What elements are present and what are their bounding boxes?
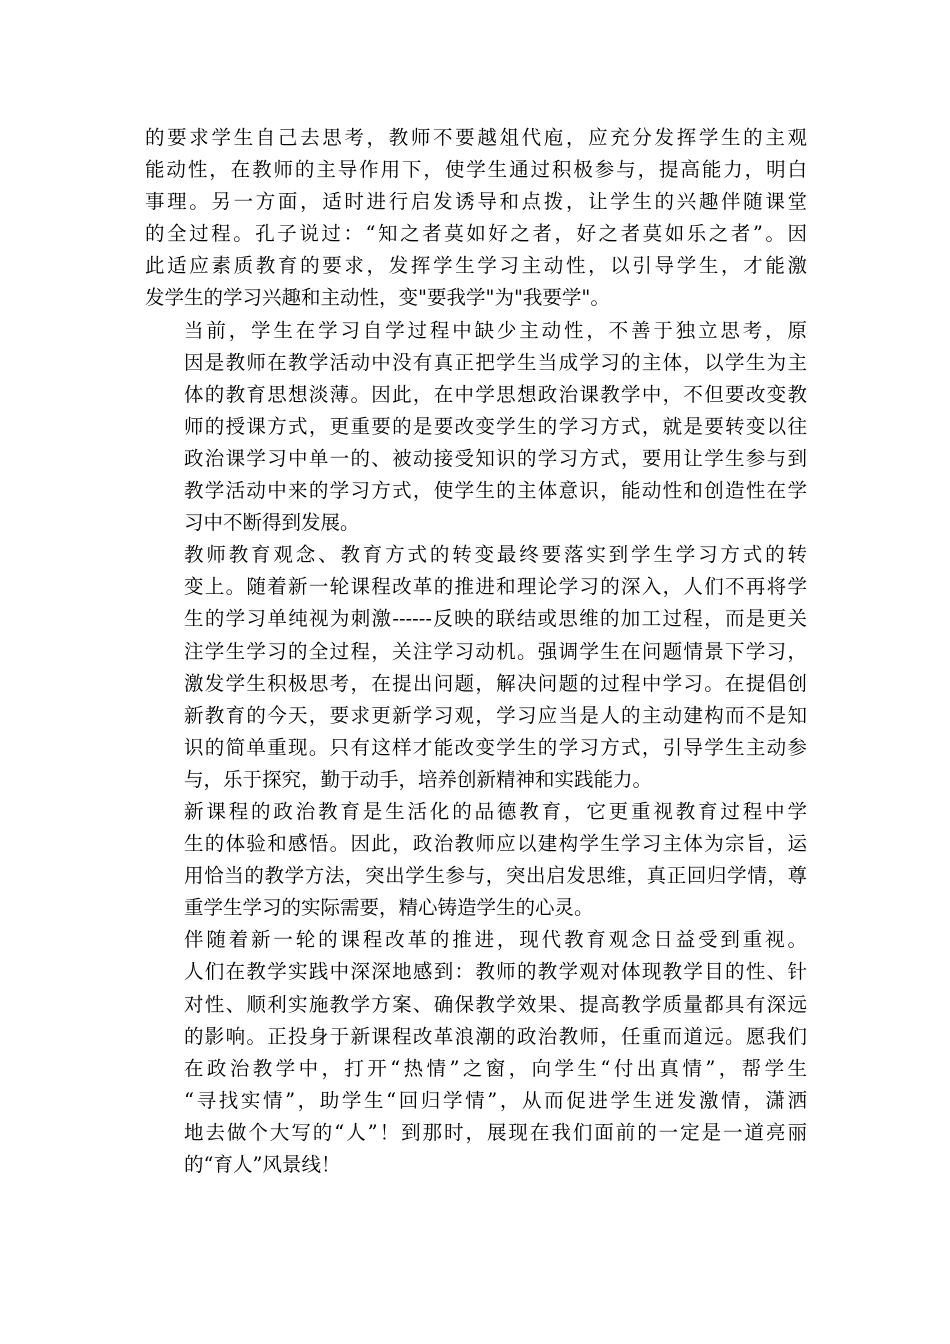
text-line: 的影响。正投身于新课程改革浪潮的政治教师，任重而道远。愿我们	[184, 1024, 807, 1048]
paragraph-5	[145, 924, 807, 1181]
text-line: 人们在教学实践中深深地感到：教师的教学观对体现教学目的性、针	[184, 960, 807, 984]
text-line: 伴随着新一轮的课程改革的推进，现代教育观念日益受到重视。	[184, 928, 807, 952]
text-line: 习中不断得到发展。	[184, 511, 360, 535]
text-line: 师的授课方式，更重要的是要改变学生的学习方式，就是要转变以往	[184, 414, 807, 438]
text-line: 生的学习单纯视为刺激------反映的联结或思维的加工过程，而是更关	[184, 607, 807, 631]
text-line: 用恰当的教学方法，突出学生参与，突出启发思维，真正回归学情，尊	[184, 864, 807, 888]
text-line: 当前，学生在学习自学过程中缺少主动性，不善于独立思考，原	[184, 318, 807, 342]
text-line: 识的简单重现。只有这样才能改变学生的学习方式，引导学生主动参	[184, 735, 807, 759]
text-line: 事理。另一方面，适时进行启发诱导和点拨，让学生的兴趣伴随课堂	[145, 190, 807, 214]
text-line: 变上。随着新一轮课程改革的推进和理论学习的深入，人们不再将学	[184, 575, 807, 599]
text-line: 与，乐于探究，勤于动手，培养创新精神和实践能力。	[184, 767, 653, 791]
paragraph-3	[145, 539, 807, 796]
text-line: 因是教师在教学活动中没有真正把学生当成学习的主体，以学生为主	[184, 350, 807, 374]
text-line: 的全过程。孔子说过：“知之者莫如好之者，好之者莫如乐之者”。因	[145, 222, 807, 246]
paragraph-4	[145, 796, 807, 924]
text-line: 此适应素质教育的要求，发挥学生学习主动性，以引导学生，才能激	[145, 254, 807, 278]
text-line: 激发学生积极思考，在提出问题，解决问题的过程中学习。在提倡创	[184, 671, 807, 695]
paragraph-2	[145, 315, 807, 540]
text-line: 重学生学习的实际需要，精心铸造学生的心灵。	[184, 896, 594, 920]
text-line: “寻找实情”，助学生“回归学情”，从而促进学生迸发激情，潇洒	[184, 1088, 807, 1112]
text-line: 发学生的学习兴趣和主动性，变"要我学"为"我要学"。	[145, 286, 610, 310]
text-line: 地去做个大写的“人”！到那时，展现在我们面前的一定是一道亮丽	[184, 1120, 807, 1144]
text-line: 生的体验和感悟。因此，政治教师应以建构学生学习主体为宗旨，运	[184, 832, 807, 856]
text-line: 体的教育思想淡薄。因此，在中学思想政治课教学中，不但要改变教	[184, 382, 807, 406]
document-page	[145, 122, 807, 1181]
text-line: 的“育人”风景线！	[184, 1153, 341, 1176]
text-line: 政治课学习中单一的、被动接受知识的学习方式，要用让学生参与到	[184, 446, 807, 470]
text-line: 注学生学习的全过程，关注学习动机。强调学生在问题情景下学习，	[184, 639, 807, 663]
text-line: 教师教育观念、教育方式的转变最终要落实到学生学习方式的转	[184, 543, 807, 567]
text-line: 能动性，在教师的主导作用下，使学生通过积极参与，提高能力，明白	[145, 158, 807, 182]
text-line: 对性、顺利实施教学方案、确保教学效果、提高教学质量都具有深远	[184, 992, 807, 1016]
paragraph-1	[145, 122, 807, 315]
text-line: 新课程的政治教育是生活化的品德教育，它更重视教育过程中学	[184, 799, 807, 823]
text-line: 新教育的今天，要求更新学习观，学习应当是人的主动建构而不是知	[184, 703, 807, 727]
text-line: 的要求学生自己去思考，教师不要越俎代庖，应充分发挥学生的主观	[145, 126, 807, 149]
text-line: 在政治教学中，打开“热情”之窗，向学生“付出真情”，帮学生	[184, 1056, 807, 1080]
text-line: 教学活动中来的学习方式，使学生的主体意识，能动性和创造性在学	[184, 479, 807, 503]
